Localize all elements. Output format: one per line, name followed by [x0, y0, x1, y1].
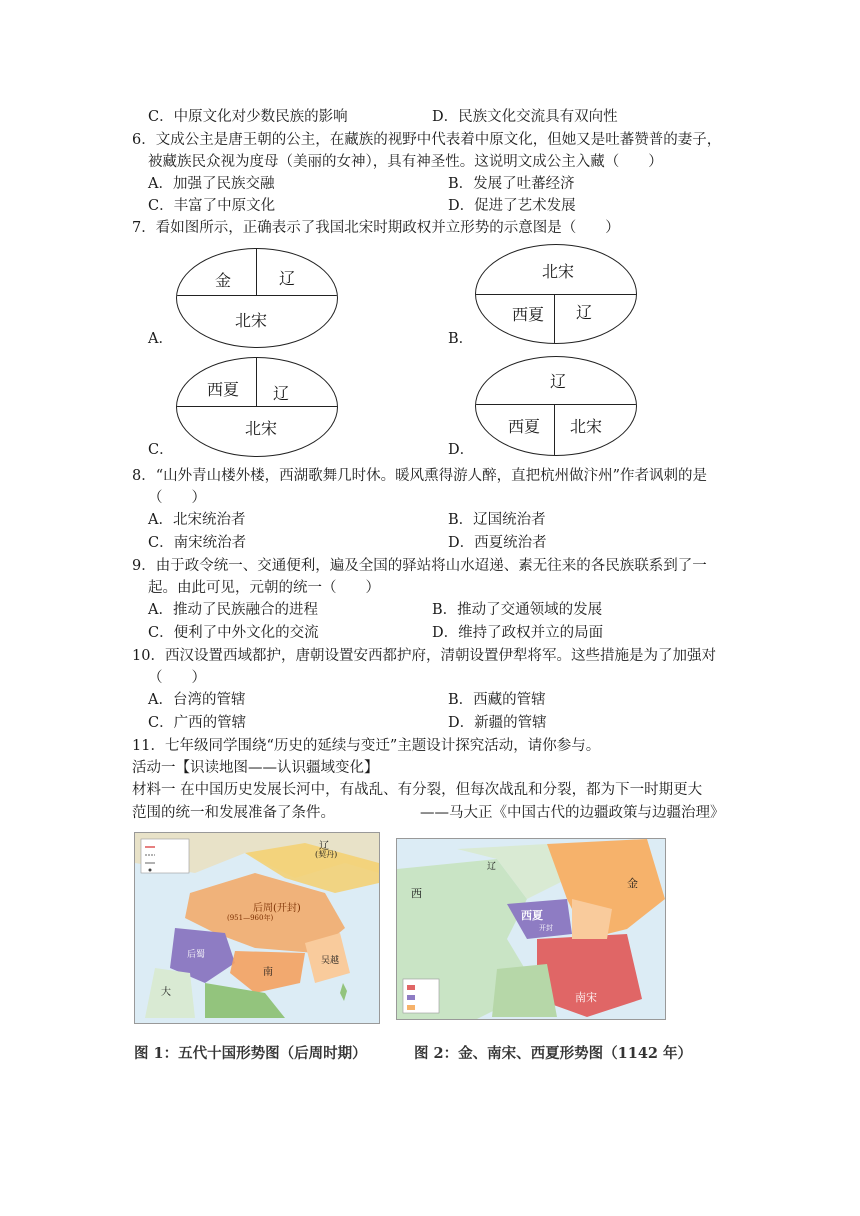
- q8-option-a: A．北宋统治者: [148, 512, 246, 528]
- q6-stem-line2: 被藏族民众视为度母（美丽的女神），具有神圣性。这说明文成公主入藏（ ）: [148, 154, 663, 170]
- q10-option-b: B．西藏的管辖: [448, 692, 546, 708]
- q7-diagram-a-label: A．: [148, 331, 173, 347]
- q7-diagram-c-label: C．: [148, 442, 174, 458]
- q7-diagram-a: [176, 248, 338, 348]
- q11-material-line2: 范围的统一和发展准备了条件。: [132, 805, 335, 821]
- map2-label-xixia: 西夏: [521, 909, 543, 922]
- q9-option-c: C．便利了中外文化的交流: [148, 625, 319, 641]
- q11-material-source: ——马大正《中国古代的边疆政策与边疆治理》: [420, 805, 725, 821]
- q9-option-a: A．推动了民族融合的进程: [148, 602, 318, 618]
- q7-d-bottom-right: 北宋: [569, 417, 603, 436]
- q6-option-a: A．加强了民族交融: [148, 176, 275, 192]
- q7-diagram-b: [475, 244, 637, 344]
- map2-label-nansong: 南宋: [575, 991, 597, 1004]
- map1-caption: 图 1：五代十国形势图（后周时期）: [134, 1045, 367, 1062]
- map1-label-zhou: 后周(开封): [253, 903, 301, 914]
- q7-diagram-b-label: B．: [448, 331, 474, 347]
- q8-option-c: C．南宋统治者: [148, 535, 247, 551]
- map1-label-da: 大: [161, 987, 171, 998]
- q7-c-bottom: 北宋: [244, 419, 278, 438]
- q7-b-bottom-right: 辽: [575, 303, 593, 322]
- q7-diagram-c: [176, 357, 338, 457]
- map-five-dynasties-drawing: [135, 833, 379, 1023]
- q5-option-d: D．民族文化交流具有双向性: [432, 109, 618, 125]
- q10-stem-line2: （ ）: [148, 670, 206, 686]
- q7-stem: 7．看如图所示，正确表示了我国北宋时期政权并立形势的示意图是（ ）: [132, 220, 620, 236]
- q7-a-bottom: 北宋: [234, 311, 268, 330]
- map1-label-shu: 后蜀: [187, 950, 206, 960]
- q11-material-line1: 材料一 在中国历史发展长河中，有战乱、有分裂，但每次战乱和分裂，都为下一时期更大: [132, 782, 703, 798]
- q9-stem-line1: 9．由于政令统一、交通便利，遍及全国的驿站将山水迢递、素无往来的各民族联系到了一: [132, 558, 707, 574]
- map2-label-jin: 金: [627, 877, 638, 890]
- q6-option-b: B．发展了吐蕃经济: [448, 176, 575, 192]
- q8-stem-line2: （ ）: [148, 490, 206, 506]
- map1-label-nan: 南: [263, 967, 273, 978]
- q10-option-a: A．台湾的管辖: [148, 692, 246, 708]
- map1-label-zhou-sub: (951—960年): [227, 914, 274, 922]
- q7-c-top-left: 西夏: [206, 380, 240, 399]
- map-jin-song-xixia: [396, 838, 666, 1020]
- q7-diagram-d: [475, 356, 637, 456]
- q11-stem: 11．七年级同学围绕“历史的延续与变迁”主题设计探究活动，请你参与。: [132, 738, 601, 754]
- q7-a-top-right: 辽: [278, 269, 296, 288]
- q7-b-bottom-left: 西夏: [511, 305, 545, 324]
- q8-option-b: B．辽国统治者: [448, 512, 546, 528]
- q8-option-d: D．西夏统治者: [448, 535, 547, 551]
- q6-option-d: D．促进了艺术发展: [448, 198, 576, 214]
- map2-label-liao: 辽: [487, 862, 497, 872]
- q7-c-top-right: 辽: [272, 384, 290, 403]
- q7-diagram-d-label: D．: [448, 442, 475, 458]
- q8-stem-line1: 8．“山外青山楼外楼，西湖歌舞几时休。暖风熏得游人醉，直把杭州做汴州”作者讽刺的是: [132, 468, 708, 484]
- map2-caption: 图 2：金、南宋、西夏形势图（1142 年）: [414, 1045, 693, 1062]
- q7-d-top: 辽: [549, 372, 567, 391]
- q9-option-b: B．推动了交通领域的发展: [432, 602, 603, 618]
- map1-label-wu: 吴越: [321, 956, 340, 966]
- q9-stem-line2: 起。由此可见，元朝的统一（ ）: [148, 580, 380, 596]
- map-jin-song-xixia-drawing: [397, 839, 665, 1019]
- q9-option-d: D．维持了政权并立的局面: [432, 625, 604, 641]
- q5-option-c: C．中原文化对少数民族的影响: [148, 109, 348, 125]
- map-five-dynasties: [134, 832, 380, 1024]
- q10-option-c: C．广西的管辖: [148, 715, 247, 731]
- q6-option-c: C．丰富了中原文化: [148, 198, 276, 214]
- map1-label-liao-sub: (契丹): [315, 850, 338, 859]
- map2-label-kaifeng: 开封: [539, 924, 553, 932]
- q11-activity-heading: 活动一【识读地图——认识疆域变化】: [132, 760, 379, 776]
- map1-label-liao: 辽: [319, 841, 329, 852]
- q7-d-bottom-left: 西夏: [507, 417, 541, 436]
- q7-a-top-left: 金: [214, 271, 232, 290]
- map2-label-xi: 西: [411, 887, 422, 900]
- q10-stem-line1: 10．西汉设置西域都护，唐朝设置安西都护府，清朝设置伊犁将军。这些措施是为了加强对: [132, 648, 716, 664]
- q10-option-d: D．新疆的管辖: [448, 715, 547, 731]
- q6-stem-line1: 6．文成公主是唐王朝的公主，在藏族的视野中代表着中原文化，但她又是吐蕃赞普的妻子，: [132, 132, 722, 148]
- q7-b-top: 北宋: [541, 262, 575, 281]
